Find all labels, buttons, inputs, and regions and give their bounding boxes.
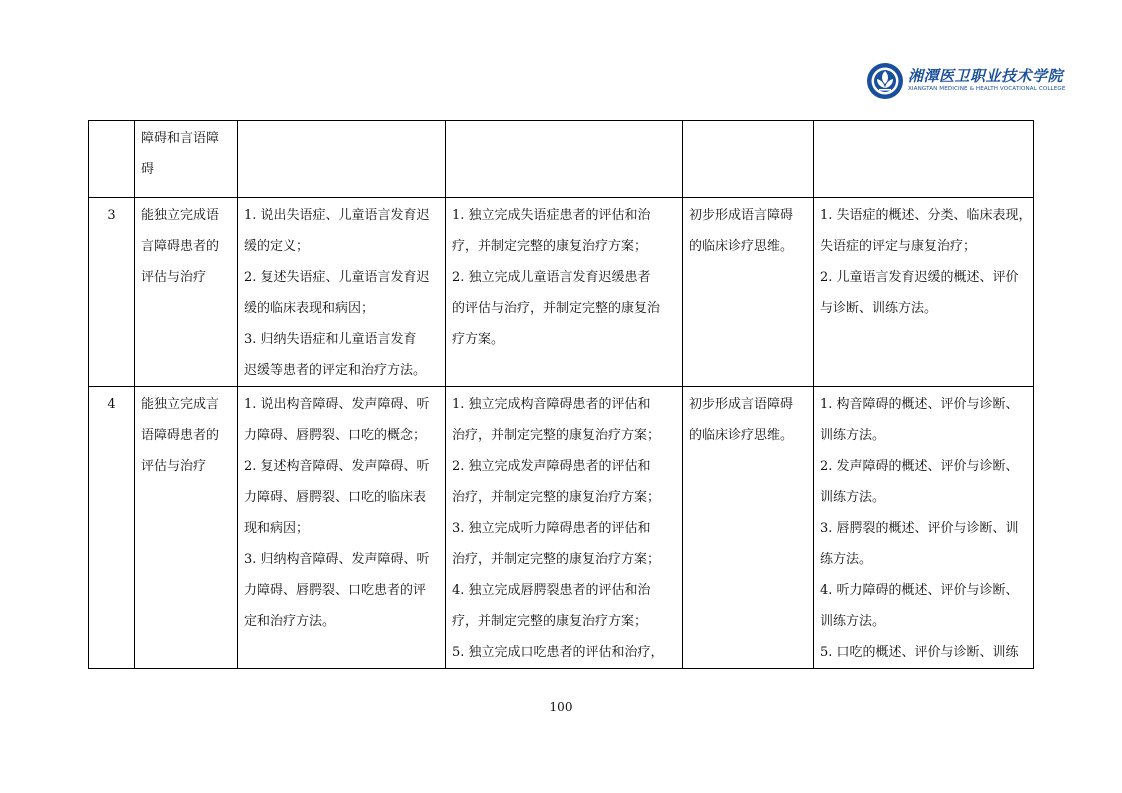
- college-emblem-icon: [866, 62, 904, 100]
- skill-cell: 1. 独立完成失语症患者的评估和治 疗，并制定完整的康复治疗方案； 2. 独立完成儿童语言发育迟缓患者 的评估与治疗，并制定完整的康复治 疗方案。: [446, 198, 683, 387]
- content-cell: [814, 121, 1034, 198]
- row-number-cell: [89, 121, 135, 198]
- page-number: 100: [549, 700, 573, 714]
- college-name-cn: 湘潭医卫职业技术学院: [908, 67, 1064, 85]
- row-number-cell: 3: [89, 198, 135, 387]
- skill-cell: 1. 独立完成构音障碍患者的评估和 治疗，并制定完整的康复治疗方案； 2. 独立完成发声障碍患者的评估和 治疗，并制定完整的康复治疗方案； 3. 独立完成听力障碍患者的评估和 治疗，并制定完整的康复治疗方案； 4. 独立完成唇腭裂患者的评估和治 疗，并制定完整的康复治疗方案； 5. 独立完成口吃患者的评估和治疗，: [446, 387, 683, 669]
- content-cell: 1. 构音障碍的概述、评价与诊断、 训练方法。 2. 发声障碍的概述、评价与诊断、 训练方法。 3. 唇腭裂的概述、评价与诊断、训 练方法。 4. 听力障碍的概述、评价与诊断、 训练方法。 5. 口吃的概述、评价与诊断、训练: [814, 387, 1034, 669]
- quality-cell: 初步形成言语障碍 的临床诊疗思维。: [683, 387, 814, 669]
- college-name-en: XIANGTAN MEDICINE & HEALTH VOCATIONAL COLLEGE: [908, 86, 1066, 92]
- task-cell: 障碍和言语障 碍: [135, 121, 238, 198]
- skill-cell: [446, 121, 683, 198]
- curriculum-table: [88, 120, 1034, 669]
- quality-cell: 初步形成语言障碍 的临床诊疗思维。: [683, 198, 814, 387]
- row-number-cell: 4: [89, 387, 135, 669]
- knowledge-cell: 1. 说出失语症、儿童语言发育迟 缓的定义； 2. 复述失语症、儿童语言发育迟 缓的临床表现和病因； 3. 归纳失语症和儿童语言发育 迟缓等患者的评定和治疗方法。: [238, 198, 446, 387]
- task-cell: 能独立完成语 言障碍患者的 评估与治疗: [135, 198, 238, 387]
- table-row: [89, 198, 1034, 387]
- content-cell: 1. 失语症的概述、分类、临床表现， 失语症的评定与康复治疗； 2. 儿童语言发育迟缓的概述、评价 与诊断、训练方法。: [814, 198, 1034, 387]
- knowledge-cell: [238, 121, 446, 198]
- college-logo: [866, 62, 1066, 104]
- task-cell: 能独立完成言 语障碍患者的 评估与治疗: [135, 387, 238, 669]
- table-row: [89, 387, 1034, 669]
- quality-cell: [683, 121, 814, 198]
- table-row: [89, 121, 1034, 198]
- knowledge-cell: 1. 说出构音障碍、发声障碍、听 力障碍、唇腭裂、口吃的概念； 2. 复述构音障碍、发声障碍、听 力障碍、唇腭裂、口吃的临床表 现和病因； 3. 归纳构音障碍、发声障碍、听 力障碍、唇腭裂、口吃患者的评 定和治疗方法。: [238, 387, 446, 669]
